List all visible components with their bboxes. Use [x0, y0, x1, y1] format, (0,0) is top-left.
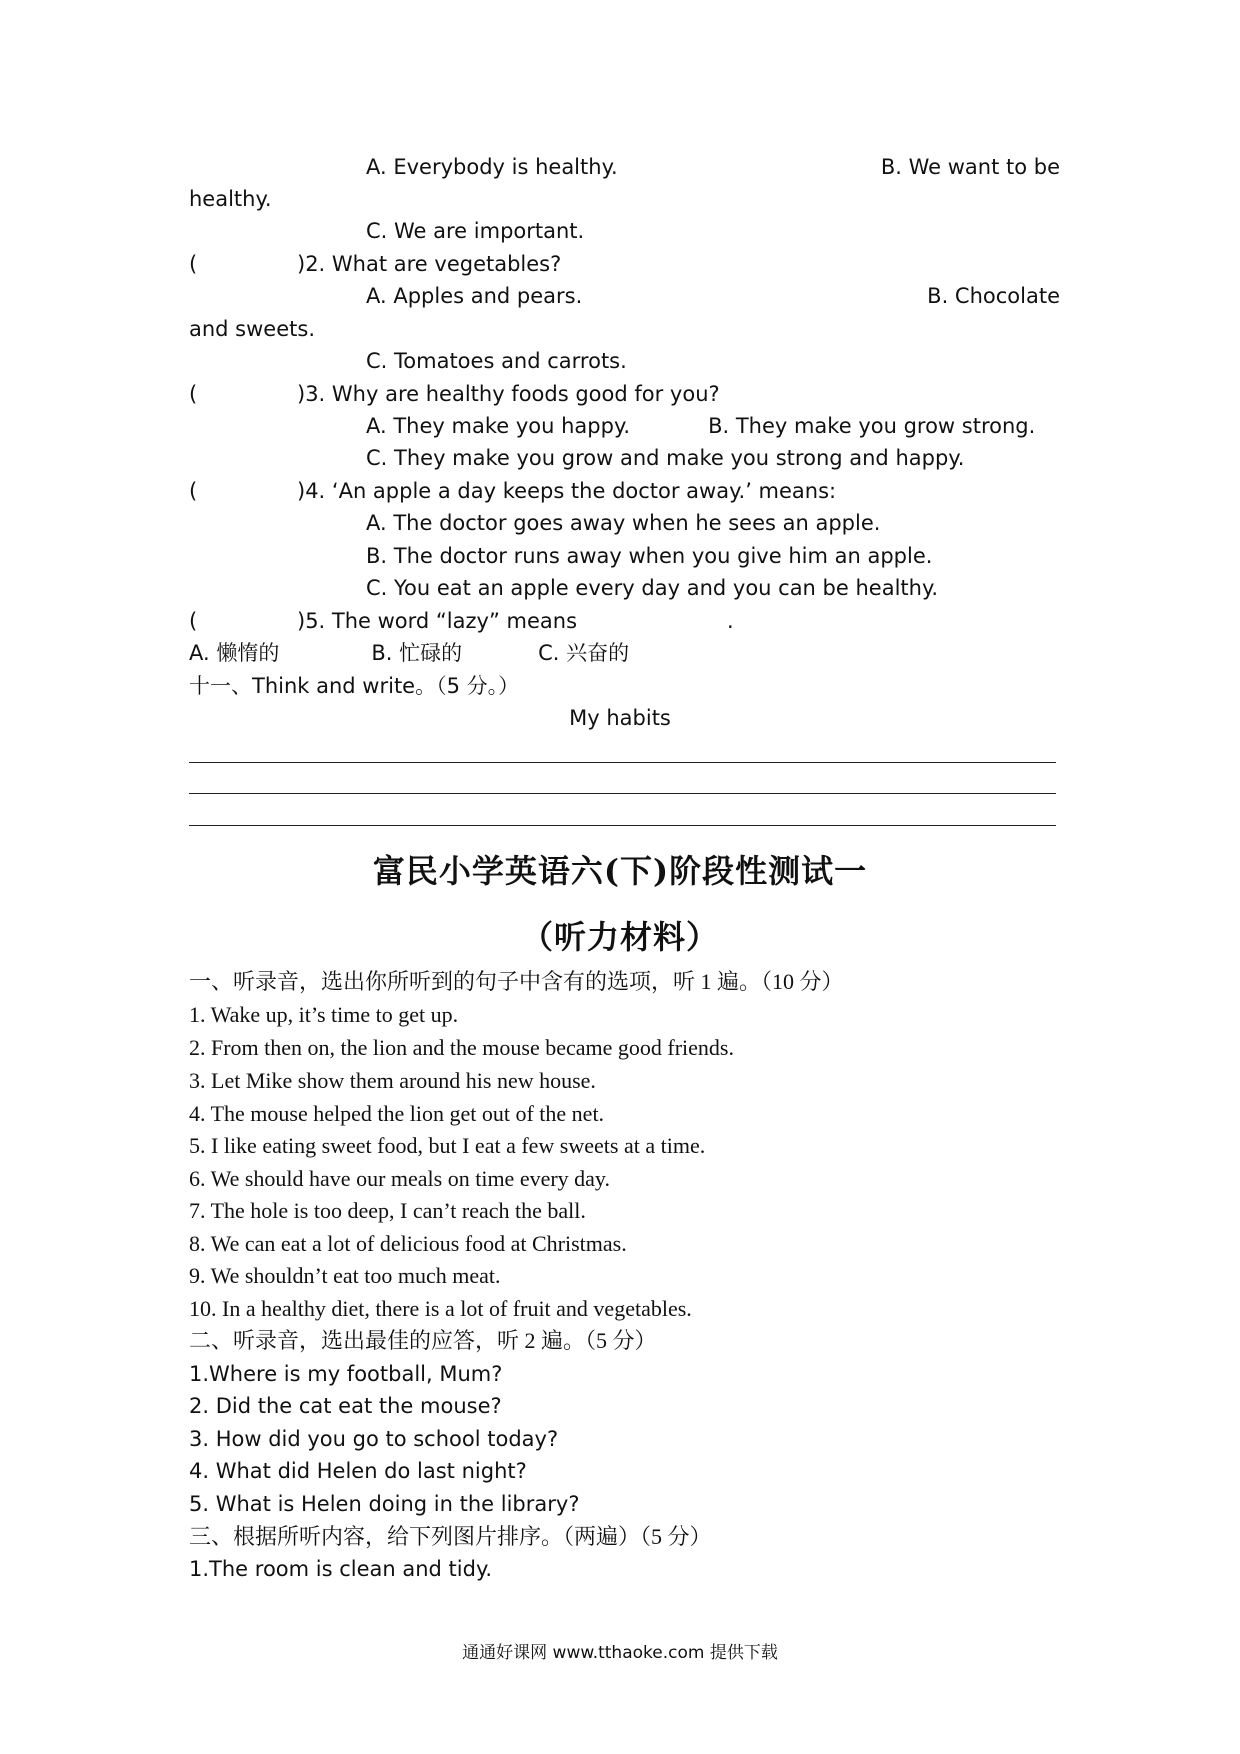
q2-option-b: B. Chocolate	[927, 284, 1060, 308]
part1-item: 1. Wake up, it’s time to get up.	[189, 1002, 459, 1027]
q2-stem: )2. What are vegetables?	[297, 252, 562, 276]
q3-answer-bracket[interactable]: (	[189, 382, 198, 406]
listening-subtitle: （听力材料）	[520, 918, 719, 956]
q5-stem-line	[189, 607, 1060, 635]
part1-heading: 一、听录音，选出你所听到的句子中含有的选项，听 1 遍。（10 分）	[189, 969, 844, 994]
q4-answer-bracket[interactable]: (	[189, 479, 198, 503]
q3-option-c: C. They make you grow and make you strong and happy.	[366, 446, 965, 470]
q3-stem-line	[189, 380, 1060, 408]
q2-answer-bracket[interactable]: (	[189, 252, 198, 276]
part2-item: 2. Did the cat eat the mouse?	[189, 1394, 502, 1418]
part1-item: 7. The hole is too deep, I can’t reach the ball.	[189, 1198, 586, 1223]
part1-item: 9. We shouldn’t eat too much meat.	[189, 1263, 501, 1288]
q2-option-c: C. Tomatoes and carrots.	[366, 349, 627, 373]
q3-option-b: B. They make you grow strong.	[708, 414, 1036, 438]
writing-line-1[interactable]	[189, 762, 1056, 763]
q1-option-a: A. Everybody is healthy.	[366, 155, 618, 179]
part2-item: 3. How did you go to school today?	[189, 1427, 559, 1451]
q5-answer-bracket[interactable]: (	[189, 609, 198, 633]
q2-option-b-continued: and sweets.	[189, 317, 315, 341]
part1-item: 8. We can eat a lot of delicious food at Christmas.	[189, 1231, 627, 1256]
q2-stem-line	[189, 250, 1060, 278]
writing-heading: 十一、Think and write。（5 分。）	[189, 674, 520, 698]
part1-item: 4. The mouse helped the lion get out of the net.	[189, 1101, 605, 1126]
part1-item: 10. In a healthy diet, there is a lot of fruit and vegetables.	[189, 1296, 692, 1321]
part1-item: 3. Let Mike show them around his new house.	[189, 1068, 596, 1093]
writing-topic: My habits	[569, 706, 671, 730]
q4-option-a: A. The doctor goes away when he sees an apple.	[366, 511, 881, 535]
q4-stem: )4. ‘An apple a day keeps the doctor away.’ means:	[297, 479, 837, 503]
q5-option-c: C. 兴奋的	[538, 641, 630, 665]
q3-options-ab	[366, 412, 1060, 440]
listening-title: 富民小学英语六(下)阶段性测试一	[372, 852, 868, 890]
part3-heading: 三、根据所听内容，给下列图片排序。（两遍）（5 分）	[189, 1524, 712, 1549]
part1-item: 2. From then on, the lion and the mouse became good friends.	[189, 1035, 734, 1060]
part2-item: 5. What is Helen doing in the library?	[189, 1492, 580, 1516]
part2-item: 1.Where is my football, Mum?	[189, 1362, 503, 1386]
q5-options	[189, 639, 1060, 667]
q3-stem: )3. Why are healthy foods good for you?	[297, 382, 720, 406]
writing-line-3[interactable]	[189, 825, 1056, 826]
q2-options-ab	[366, 282, 1060, 310]
q1-option-b: B. We want to be	[880, 155, 1060, 179]
part3-item: 1.The room is clean and tidy.	[189, 1557, 493, 1581]
q4-option-c: C. You eat an apple every day and you can be healthy.	[366, 576, 939, 600]
part1-item: 6. We should have our meals on time every day.	[189, 1166, 611, 1191]
part2-item: 4. What did Helen do last night?	[189, 1459, 527, 1483]
q5-stem: )5. The word “lazy” means	[297, 609, 578, 633]
part1-item: 5. I like eating sweet food, but I eat a few sweets at a time.	[189, 1133, 706, 1158]
q1-option-c: C. We are important.	[366, 219, 585, 243]
q2-option-a: A. Apples and pears.	[366, 284, 583, 308]
q1-options-ab	[366, 153, 1060, 181]
page-footer: 通通好课网 www.tthaoke.com 提供下载	[462, 1643, 778, 1663]
q3-option-a: A. They make you happy.	[366, 414, 631, 438]
q5-option-b: B. 忙碌的	[371, 641, 463, 665]
q4-stem-line	[189, 477, 1060, 505]
part2-heading: 二、听录音，选出最佳的应答，听 2 遍。（5 分）	[189, 1328, 657, 1353]
q4-option-b: B. The doctor runs away when you give him an apple.	[366, 544, 933, 568]
q1-option-b-continued: healthy.	[189, 187, 272, 211]
writing-line-2[interactable]	[189, 793, 1056, 794]
q5-option-a: A. 懒惰的	[189, 641, 280, 665]
q5-stem-end: .	[727, 609, 734, 633]
